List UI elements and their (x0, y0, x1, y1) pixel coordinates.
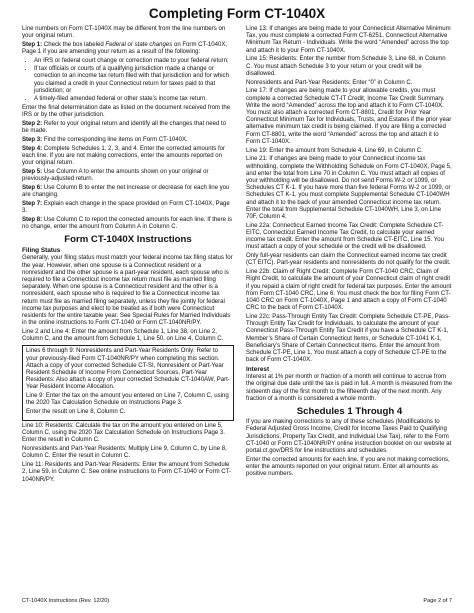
step-1 (22, 42, 234, 56)
line-10-text: Line 10: Residents: Calculate the tax on the amount you entered on Line 5, Column C, using the 2020 Tax Calculation Schedule on Instructions Page 3. Enter the result in Column C. (22, 422, 225, 444)
step-label: Step 3: (22, 136, 43, 143)
line-19-text: Line 19: Enter the amount from Schedule 4, Line 69, in Column C. (246, 147, 423, 154)
bullet-item: • An IRS or federal court change or correction made to your federal return; (34, 58, 234, 65)
step-text: Use Column B to enter the net increase or decrease for each line you are changing. (22, 184, 230, 198)
bullet-item: • If tax officials or courts of a qualifying jurisdiction made a change or correction to an income tax return filed with that jurisdiction and for which you claimed a credit in your Connecticut return for taxes paid to that jurisdiction; or (34, 66, 234, 95)
left-column (22, 26, 234, 485)
page-title: Completing Form CT-1040X (148, 6, 326, 21)
line-15-text: Line 15: Residents: Enter the number from Schedule 3, Line 68, in Column C. You must attach Schedule 3 to your return or your credit will be disallowed. (246, 56, 446, 77)
footer-revision: CT-1040X Instructions (Rev. 12/20) (22, 598, 110, 604)
step-text: Complete Schedules 1, 2, 3, and 4. Enter the corrected amounts for each line. If you are not making corrections, enter the amounts reported on your original return. (22, 145, 226, 166)
step-1-label: Step 1: (22, 42, 43, 48)
step-label: Step 5: (22, 168, 43, 175)
step-label: Step 2: (22, 120, 43, 127)
step-1-text: Check the box labeled (42, 42, 106, 48)
line-13-text: Line 13: If changes are being made to your Connecticut Alternative Minimum Tax, you must complete a corrected Form CT-6251, Connecticut Alternative Minimum Tax Return - Individuals. Write the word “Amended” across the top and attach it to your Form CT-1040X. (246, 26, 451, 54)
line-8-result-text: Enter the result on Line 8, Column C. (26, 409, 126, 416)
step-text: Use Column A to enter the amounts shown on your original or previously-adjusted return. (22, 168, 209, 182)
step-label: Step 4: (22, 145, 43, 152)
footer-page-number: Page 2 of 7 (423, 598, 452, 604)
line-21-text: Line 21: If changes are being made to your Connecticut income tax withholding, complete the Withholding Schedule on Form CT-1040X, Page 5, and enter the total from Line 70 in Column C. You must attach all copies of your withholding will be disallowed. Do not send Forms W-2 or 1099, or Schedules CT K-1. If you have more than five federal Forms W-2 or 1099, or Schedules CT K-1, you must complete Supplemental Schedule CT-1040WH and attach it to the back of your amended Connecticut income tax return. Enter the total from Supplemental Schedule CT-1040WH, Line 3, on Line 70F, Column 4. (246, 156, 452, 221)
step-1-italic: Federal or state changes (105, 42, 173, 48)
filing-status-heading: Filing Status (22, 247, 61, 255)
determination-date-note: Enter the final determination date as listed on the document received from the IRS or by the other jurisdiction. (22, 104, 231, 118)
line-17-text: Line 17: If changes are being made to your allowable credits, you must complete a corrected Schedule CT-IT Credit, Income Tax Credit Summary. Write the word “Amended” across the top and attach it to Form CT-1040X. You must also attach a corrected Form CT-8801, Credit for Prior Year Connecticut Minimum Tax for Individuals, Trusts, and Estates if the prior year alternative minimum tax credit is being claimed. If you are filing a corrected Form CT-8801, write the word “Amended” across the top and attach it to Form CT-1040X. (246, 88, 452, 145)
step-label: Step 6: (22, 184, 43, 191)
step-label: Step 7: (22, 200, 43, 207)
step-8 (22, 217, 234, 231)
step-text: Find the corresponding line items on Form CT-1040X. (42, 136, 188, 143)
lines-2-4-text: Line 2 and Line 4: Enter the amount from Schedule 1, Line 38, on Line 2, Column C, and the amount from Schedule 1, Line 50, on Line 4, Column C. (22, 328, 224, 343)
step-3 (22, 137, 234, 144)
lines-6-9-text: Lines 6 through 9: Nonresidents and Part-Year Residents Only: Refer to your previously-filed Form CT-1040NR/PY when completing this section. Attach a copy of your corrected Schedule CT-SI, Nonresident or Part-Year Resident Schedule of Income From Connecticut Sources, Part-Year Residents: Also attach a copy of your corrected Schedule CT-1040AW, Part-Year Resident Income Allocation. (26, 348, 230, 391)
interest-text: Interest at 1% per month or fraction of a month will continue to accrue from the original due date until the tax is paid in full. A month is measured from the sixteenth day of the first month to the fifteenth day of the next month. Any fraction of a month is considered a whole month. (246, 374, 453, 402)
line-22c-text: Line 22c: Pass-Through Entity Tax Credit: Complete Schedule CT-PE, Pass-Through Entity Tax Credit for Individuals, to calculate the amount of your Connecticut Pass-Through Entity Tax Credit if you have a Schedule CT K-1, Member’s Share of Certain Connecticut Items, or Schedule CT-1041 K-1, Beneficiary’s Share of Certain Connecticut Items. Enter the amount from Schedule CT-PE, Line 1. You must attach a copy of Schedule CT-PE to the back of Form CT-1040X. (246, 314, 451, 364)
interest-heading: Interest (246, 366, 270, 374)
right-column (246, 26, 453, 480)
step-2 (22, 121, 234, 135)
step-label: Step 8: (22, 216, 43, 223)
step-1-bullets (22, 58, 234, 103)
eitc-eligibility-text: Only full-year residents can claim the Connecticut earned income tax credit (CT EITC). Part-year residents and nonresidents do not qualify for the credit. (246, 253, 451, 267)
line-22b-text: Line 22b: Claim of Right Credit: Complete Form CT-1040 CRC, Claim of Right Credit, to calculate the amount of your Connecticut claim of right credit if you repaid a claim of right credit for federal tax purposes. Enter the amount from Form CT-1040 CRC, Line 6. You must check the box for filing Form CT-1040 CRC on Form CT-1040X, Page 1 and attach a copy of Form CT-1040 CRC to the back of Form CT-1040X. (246, 269, 452, 312)
instructions-heading: Form CT-1040X Instructions (64, 234, 192, 246)
step-1-text-2: on Form CT-1040X, Page 1 if you are amending your return as a result of the following: (22, 42, 228, 56)
bullet-item: • A timely-filed amended federal or other state’s income tax return. (34, 96, 234, 103)
step-5 (22, 169, 234, 183)
line-9-text: Line 9: Enter the tax on the amount you entered on Line 7, Column C, using the 2020 Tax Calculation Schedule on Instructions Page 3. (26, 393, 229, 407)
nonresident-box (22, 345, 234, 421)
step-text: Refer to your original return and identify all the changes that need to be made. (22, 120, 227, 134)
filing-status-text: Generally, your filing status must match your federal income tax filing status for the year. However, when one spouse is a Connecticut resident or a nonresident and the other spouse is a part-year resident, each spouse who is required to file a Connecticut income tax return must file as married filing separately. When one spouse is a Connecticut resident and the other is a nonresident, each spouse who is required to file a Connecticut income tax return must file as married filing separately, unless they file jointly for federal income tax purposes and elect to be treated as if both were Connecticut residents for the entire taxable year. See Special Rules for Married Individuals in the online instructions to Form CT-1040 or Form CT-1040NR/PY. (22, 255, 233, 327)
line-11-text: Line 11: Residents and Part-Year Residents: Enter the amount from Schedule 2, Line 59, in Column C. See online instructions to Form CT-1040 or Form CT-1040NR/PY. (22, 462, 232, 483)
intro-paragraph: Line numbers on Form CT-1040X may be different from the line numbers on your original return. (22, 26, 226, 40)
schedules-heading: Schedules 1 Through 4 (296, 406, 403, 418)
schedules-text-1: If you are making corrections to any of these schedules (Modifications to Federal Adjusted Gross Income, Credit for Income Taxes Paid to Qualifying Jurisdictions, Property Tax Credit, and Individual Use Tax), refer to the Form CT-1040 or Form CT-1040NR/PY online instruction booklet on our website at portal.ct.gov/DRS for line instructions and schedules. (246, 419, 452, 454)
nonresidents-text: Nonresidents and Part-Year Residents: Multiply Line 9, Column C, by Line 8, Column C. Enter the result in Column C. (22, 446, 227, 460)
line-15-nonres-text: Nonresidents and Part-Year Residents: Enter “0” in Column C. (246, 79, 413, 86)
line-22a-text: Line 22a: Connecticut Earned Income Tax Credit: Complete Schedule CT-EITC, Connecticut Earned Income Tax Credit, to calculate your earned income tax credit. Enter the amount from Schedule CT-EITC, Line 15. You must attach a copy of your schedule or the credit will be disallowed. (246, 222, 444, 251)
step-text: Explain each change in the space provided on Form CT-1040X, Page 3. (22, 200, 230, 214)
schedules-text-2: Enter the corrected amounts for each line. If you are not making corrections, enter the amounts reported on your original return. Enter all amounts as positive numbers. (246, 456, 450, 478)
step-7 (22, 201, 234, 215)
step-text: Use Column C to report the corrected amounts for each line. If there is no change, enter the amount from Column A in Column C. (22, 216, 233, 230)
step-4 (22, 146, 234, 168)
step-6 (22, 185, 234, 199)
